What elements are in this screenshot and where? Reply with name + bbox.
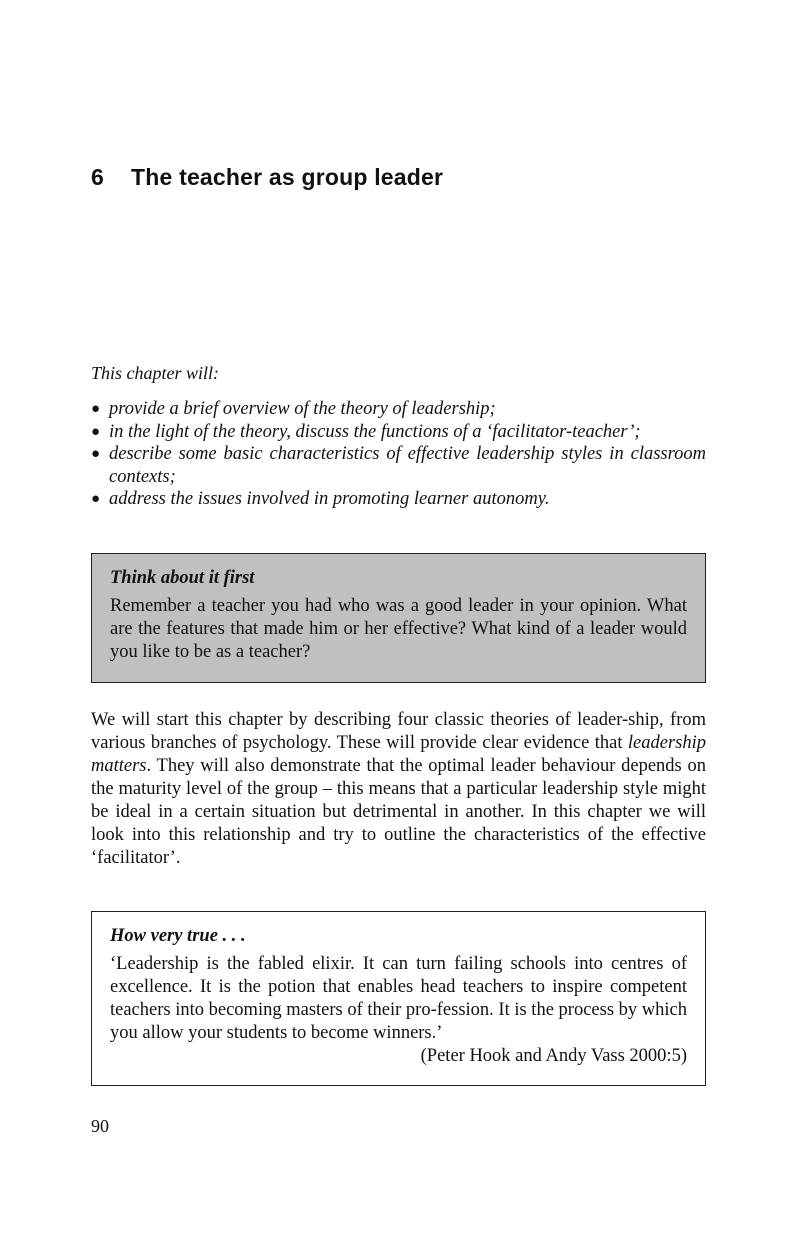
list-item [91,488,706,511]
paragraph-text-start: We will start this chapter by describing four classic theories of leader-ship, from various branches of psychology. These will provide clear evidence that [91,710,706,753]
list-item [91,398,706,421]
think-about-it-box [91,553,706,683]
list-item-text: provide a brief overview of the theory of leadership; [109,399,496,419]
list-item-text: describe some basic characteristics of effective leadership styles in classroom contexts; [109,444,706,487]
quote-text [110,953,687,1066]
quote-body: ‘Leadership is the fabled elixir. It can turn failing schools into centres of excellence. It is the potion that enables head teachers to inspire competent teachers into becoming masters of their pro-fession. It is the process by which you allow your students to become winners.’ [110,954,687,1043]
quote-citation: (Peter Hook and Andy Vass 2000:5) [420,1046,687,1066]
bullet-icon: ● [91,491,101,507]
page-number: 90 [91,1116,109,1136]
bullet-icon: ● [91,446,101,462]
chapter-title [91,164,443,191]
objectives-list [91,398,706,511]
list-item-text: in the light of the theory, discuss the functions of a ‘facilitator-teacher’; [109,421,641,442]
body-paragraph [91,709,706,870]
quote-box-heading: How very true . . . [110,926,246,946]
list-item [91,443,706,488]
chapter-number: 6 [91,164,104,190]
list-item-text: address the issues involved in promoting learner autonomy. [109,489,550,509]
chapter-title-text: The teacher as group leader [131,164,444,190]
list-item [91,421,706,444]
bullet-icon: ● [91,423,101,440]
quote-box [91,911,706,1086]
think-box-body: Remember a teacher you had who was a good leader in your opinion. What are the features that made him or her effective? What kind of a leader would you like to be as a teacher? [110,596,687,662]
paragraph-text-end: . They will also demonstrate that the optimal leader behaviour depends on the maturity level of the group – this means that a particular leadership style might be ideal in a certain situation but detrimental in another. In this chapter we will look into this relationship and try to outline the characteristics of the effective ‘facilitator’. [91,756,706,868]
bullet-icon: ● [91,401,101,417]
chapter-intro: This chapter will: [91,363,220,383]
think-box-heading: Think about it first [110,568,255,588]
paragraph-emphasis: leadership matters [91,733,706,776]
